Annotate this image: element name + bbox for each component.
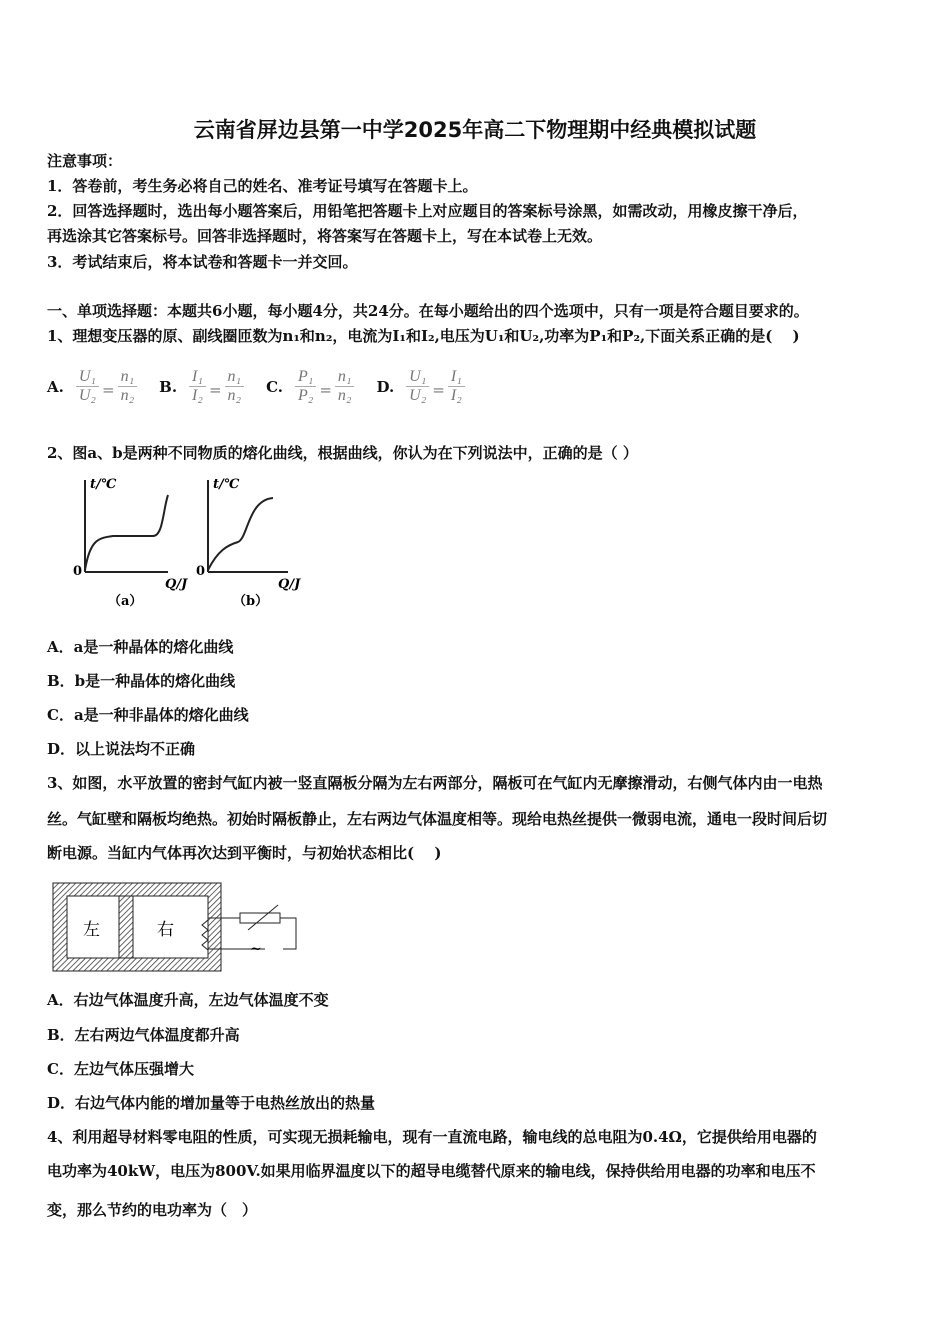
question-3-option: B．左右两边气体温度都升高 [47,1026,240,1044]
right-label: 右 [157,920,174,940]
question-3-stem: 丝。气缸壁和隔板均绝热。初始时隔板静止，左右两边气体温度相等。现给电热丝提供一微弱电流，通电一段时间后切 [47,810,828,828]
fraction [189,368,206,405]
rheostat [240,913,280,923]
origin-b: 0 [196,564,206,579]
denominator: U₂ [78,387,96,404]
question-2-stem: 2、图a、b是两种不同物质的熔化曲线，根据曲线，你认为在下列说法中，正确的是（ ） [47,444,638,462]
question-1-stem: 1、理想变压器的原、副线圈匝数为n₁和n₂，电流为I₁和I₂,电压为U₁和U₂,功率为P₁和P₂,下面关系正确的是( ) [47,327,800,345]
fraction [295,368,316,405]
option-d: D. $\frac{\text{U₁}}{\text{U₂}}$ = $\frac{\text{I₁}}{\text{I₂}}$ [376,368,464,405]
melting-curves-figure [68,470,318,615]
question-4-stem: 4、利用超导材料零电阻的性质，可实现无损耗输电，现有一直流电路，输电线的总电阻为0.4Ω，它提供给用电器的 [47,1128,817,1146]
fraction [335,368,355,405]
numerator: n₁ [118,368,138,387]
denominator: I₂ [450,387,462,404]
notice-item: 2．回答选择题时，选出每小题答案后，用铅笔把答题卡上对应题目的答案标号涂黑，如需改动，用橡皮擦干净后， [47,202,808,220]
numerator: n₁ [335,368,355,387]
notice-item: 1．答卷前，考生务必将自己的姓名、准考证号填写在答题卡上。 [47,177,478,195]
notice-heading: 注意事项： [47,152,123,170]
question-2-option: A．a是一种晶体的熔化曲线 [47,638,234,656]
denominator: I₂ [192,387,203,404]
denominator: n₂ [337,387,352,404]
option-label: A. [47,377,64,396]
x-axis-label-a: Q/J [165,577,188,592]
question-2-option: B．b是一种晶体的熔化曲线 [47,672,236,690]
denominator: n₂ [120,387,135,404]
denominator: n₂ [227,387,242,404]
fraction [118,368,138,405]
question-3-stem: 3、如图，水平放置的密封气缸内被一竖直隔板分隔为左右两部分，隔板可在气缸内无摩擦滑动，右侧气体内由一电热 [47,774,823,792]
question-1-options [47,368,487,405]
fraction [448,368,465,405]
question-4-stem: 变，那么节约的电功率为（ ） [47,1201,258,1219]
y-axis-label-a: t/℃ [90,477,117,492]
page-title: 云南省屏边县第一中学2025年高二下物理期中经典模拟试题 [193,118,757,142]
question-2-option: D．以上说法均不正确 [47,740,196,758]
ac-source-icon: ~ [250,941,262,957]
question-2-option: C．a是一种非晶体的熔化曲线 [47,706,249,724]
fraction [406,368,429,405]
denominator: U₂ [409,387,427,404]
question-3-stem: 断电源。当缸内气体再次达到平衡时，与初始状态相比( ) [47,844,442,862]
y-axis-label-b: t/℃ [213,477,240,492]
origin-a: 0 [73,564,83,579]
numerator: n₁ [225,368,245,387]
question-3-option: A．右边气体温度升高，左边气体温度不变 [47,991,329,1009]
fraction [225,368,245,405]
option-b: B. $\frac{\text{I₁}}{\text{I₂}}$ = $\frac{\text{n₁}}{\text{n₂}}$ [159,368,244,405]
caption-a: （a） [108,594,143,609]
option-c: C. $\frac{\text{P₁}}{\text{P₂}}$ = $\frac{\text{n₁}}{\text{n₂}}$ [266,368,354,405]
numerator: I₁ [189,368,206,387]
cylinder-diagram [50,880,300,980]
option-label: D. [376,377,395,396]
left-label: 左 [83,920,100,940]
question-3-option: D．右边气体内能的增加量等于电热丝放出的热量 [47,1094,376,1112]
option-a: A. $\frac{\text{U₁}}{\text{U₂}}$ = $\frac{\text{n₁}}{\text{n₂}}$ [47,368,137,405]
notice-item: 再选涂其它答案标号。回答非选择题时，将答案写在答题卡上，写在本试卷上无效。 [47,227,603,245]
section-heading: 一、单项选择题：本题共6小题，每小题4分，共24分。在每小题给出的四个选项中，只有一项是符合题目要求的。 [47,302,809,320]
numerator: U₁ [76,368,99,387]
question-3-option: C．左边气体压强增大 [47,1060,194,1078]
fraction [76,368,99,405]
option-label: C. [266,377,283,396]
numerator: I₁ [448,368,465,387]
notice-item: 3．考试结束后，将本试卷和答题卡一并交回。 [47,253,358,271]
x-axis-label-b: Q/J [278,577,301,592]
partition [119,896,133,958]
numerator: U₁ [406,368,429,387]
denominator: P₂ [297,387,314,404]
question-4-stem: 电功率为40kW，电压为800V.如果用临界温度以下的超导电缆替代原来的输电线，保持供给用电器的功率和电压不 [47,1162,816,1180]
numerator: P₁ [295,368,316,387]
caption-b: （b） [233,594,269,609]
option-label: B. [159,377,178,396]
